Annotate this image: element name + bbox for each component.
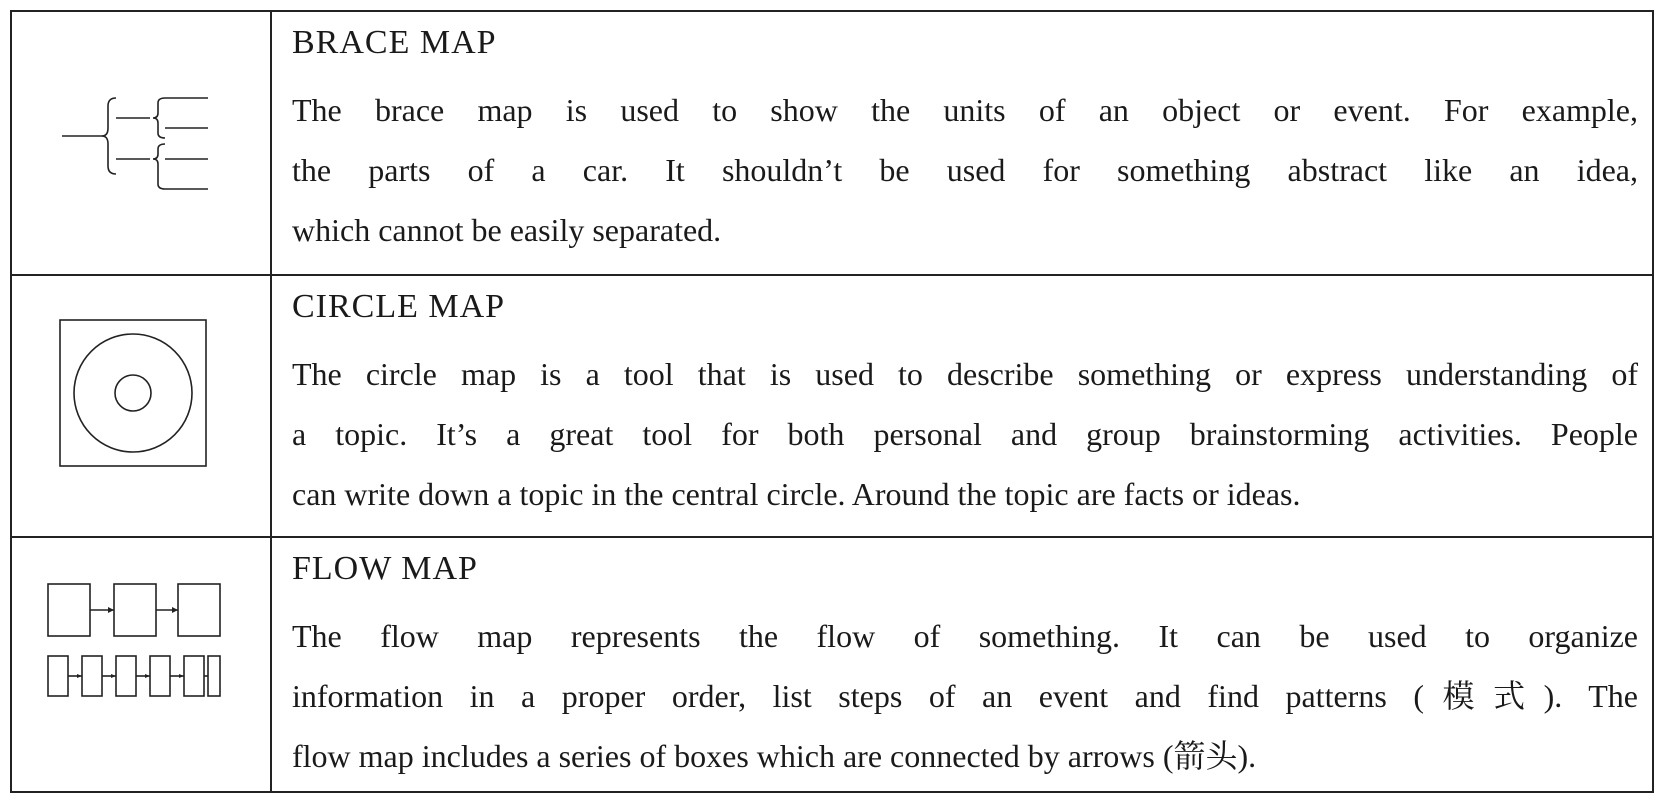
text-cell-flow-map — [292, 538, 1638, 793]
graphic-organizer-table — [10, 10, 1654, 793]
section-title: BRACE MAP — [292, 24, 497, 61]
description-line: The circle map is a tool that is used to describe something or express understanding of — [292, 356, 1638, 392]
text-cell-circle-map — [292, 276, 1638, 536]
circle-map-icon — [12, 276, 270, 536]
icon-cell-flow-map — [12, 538, 272, 793]
icon-cell-brace-map — [12, 12, 272, 274]
section-title: CIRCLE MAP — [292, 288, 506, 325]
description-line: which cannot be easily separated. — [292, 212, 722, 248]
icon-cell-circle-map — [12, 276, 272, 536]
table-row-flow-map — [12, 538, 1652, 793]
description-line: The flow map represents the flow of something. It can be used to organize — [292, 618, 1638, 654]
flow-map-icon — [12, 538, 270, 791]
description-line: The brace map is used to show the units of an object or event. For example, — [292, 92, 1638, 128]
section-title: FLOW MAP — [292, 550, 478, 587]
section-description — [292, 344, 1638, 524]
section-description — [292, 606, 1638, 786]
table-row-brace-map — [12, 12, 1652, 276]
description-line: a topic. It’s a great tool for both personal and group brainstorming activities. People — [292, 416, 1638, 452]
table-row-circle-map — [12, 276, 1652, 538]
section-description — [292, 80, 1638, 260]
brace-map-icon — [12, 12, 270, 274]
description-line: the parts of a car. It shouldn’t be used for something abstract like an idea, — [292, 152, 1638, 188]
description-line: information in a proper order, list steps of an event and find patterns (模式). The — [292, 678, 1638, 714]
description-line: can write down a topic in the central circle. Around the topic are facts or ideas. — [292, 476, 1301, 512]
description-line: flow map includes a series of boxes which are connected by arrows (箭头). — [292, 738, 1257, 774]
text-cell-brace-map — [292, 12, 1638, 274]
